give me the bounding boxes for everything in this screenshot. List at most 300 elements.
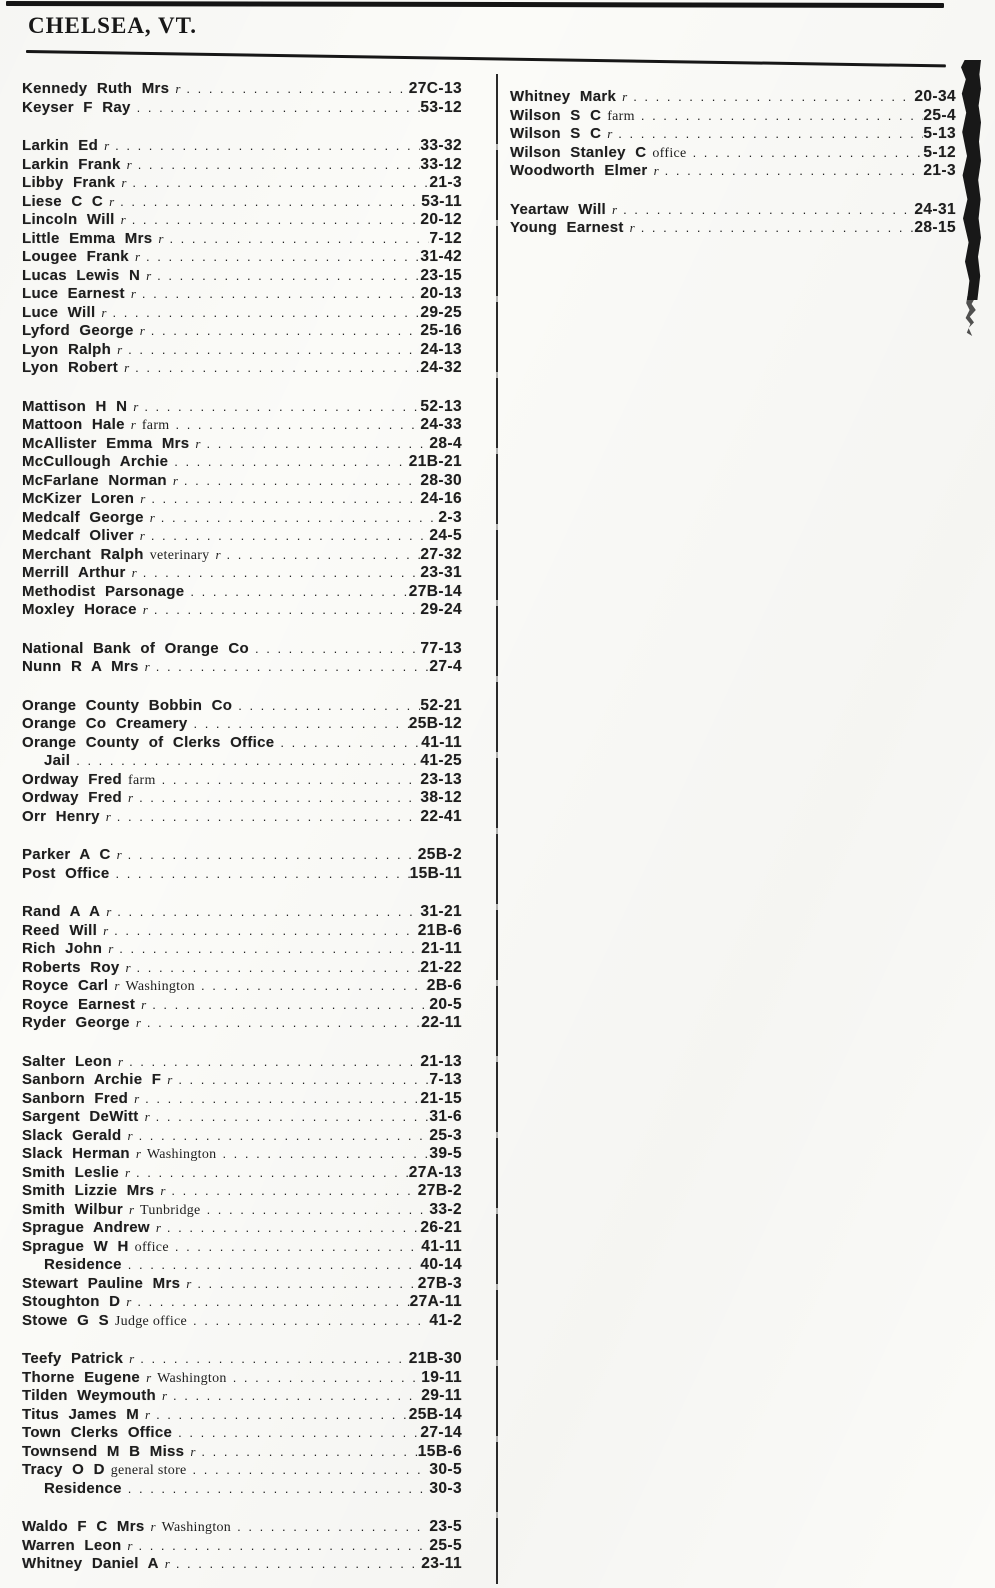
entry-number: 20-13 <box>420 285 462 302</box>
entry-name: Lyon Ralph <box>22 340 112 358</box>
entry-residence-marker: r <box>190 1443 196 1459</box>
directory-section <box>22 1518 462 1574</box>
entry-residence-marker: r <box>607 126 613 141</box>
entry-number: 30-3 <box>429 1479 462 1497</box>
dotted-leader <box>150 1406 409 1425</box>
directory-entry <box>22 211 462 230</box>
entry-number: 25-3 <box>429 1126 462 1144</box>
entry-number: 41-25 <box>420 752 462 769</box>
directory-entry <box>22 752 462 771</box>
entry-number: 21-22 <box>420 958 462 976</box>
entry-residence-marker: r <box>144 659 150 674</box>
dotted-leader <box>627 88 914 107</box>
entry-residence-marker: r <box>130 286 136 301</box>
dotted-leader <box>129 359 420 378</box>
directory-entry <box>22 1071 462 1090</box>
entry-number: 52-13 <box>420 397 462 415</box>
entry-number: 24-16 <box>420 490 462 507</box>
dotted-leader <box>106 304 420 323</box>
dotted-leader <box>109 865 409 884</box>
dotted-leader <box>216 1145 429 1164</box>
entry-number: 21-13 <box>420 1052 462 1070</box>
entry-name: Orange Co Creamery <box>22 715 188 732</box>
dotted-leader <box>167 1387 421 1406</box>
entry-residence-marker: r <box>133 398 139 414</box>
dotted-leader <box>187 1461 430 1480</box>
entry-number: 33-32 <box>420 137 462 154</box>
entry-residence-marker: r <box>195 435 201 451</box>
entry-name: Moxley Horace <box>22 601 137 618</box>
entry-residence-marker: r <box>145 1406 151 1422</box>
directory-entry <box>22 137 462 156</box>
entry-name: Roberts Roy <box>22 958 120 976</box>
title-rule <box>26 50 946 67</box>
directory-entry <box>22 156 462 175</box>
directory-entry <box>22 808 462 827</box>
entry-name: Town Clerks Office <box>22 1424 173 1441</box>
entry-residence-marker: r <box>125 959 131 975</box>
dotted-leader <box>201 1201 430 1220</box>
directory-entry <box>510 162 956 181</box>
directory-entry <box>22 658 462 677</box>
directory-entry <box>510 144 956 163</box>
entry-number: 21-3 <box>429 174 462 191</box>
entry-name: Woodworth Elmer <box>510 162 648 179</box>
entry-number: 27-14 <box>420 1424 462 1441</box>
entry-number: 25-4 <box>923 106 956 124</box>
entry-residence-marker: r <box>106 904 112 919</box>
dotted-leader <box>170 1555 421 1574</box>
entry-number: 23-15 <box>420 266 462 284</box>
entry-residence-marker: r <box>144 1109 150 1124</box>
directory-entry <box>22 1406 462 1425</box>
directory-section <box>22 697 462 827</box>
directory-entry <box>22 509 462 528</box>
entry-number: 27-32 <box>420 545 462 563</box>
directory-entry <box>22 1387 462 1406</box>
dotted-leader <box>109 137 420 156</box>
dotted-leader <box>195 977 427 996</box>
directory-entry <box>22 846 462 865</box>
entry-name: Whitney Mark <box>510 88 617 105</box>
directory-entry <box>22 193 462 212</box>
entry-note: Judge office <box>114 1313 188 1329</box>
entry-residence-marker: r <box>186 1275 192 1291</box>
directory-entry <box>22 922 462 941</box>
top-edge-line <box>6 1 944 8</box>
directory-entry <box>22 977 462 996</box>
entry-name: Ordway Fred <box>22 789 122 806</box>
entry-name: Lyon Robert <box>22 359 119 376</box>
entry-name: McAllister Emma Mrs <box>22 434 190 452</box>
entry-number: 30-5 <box>429 1461 462 1478</box>
entry-note: Tunbridge <box>140 1202 201 1218</box>
dotted-leader <box>172 1424 420 1443</box>
directory-entry <box>22 1090 462 1109</box>
dotted-leader <box>137 564 421 583</box>
dotted-leader <box>131 1293 409 1312</box>
entry-residence-marker: r <box>142 602 148 617</box>
entry-residence-marker: r <box>161 1388 168 1403</box>
dotted-leader <box>165 1182 417 1201</box>
entry-name: Rich John <box>22 940 103 957</box>
entry-residence-marker: r <box>120 212 126 227</box>
entry-residence-marker: r <box>215 546 221 562</box>
dotted-leader <box>156 771 421 790</box>
directory-entry <box>22 435 462 454</box>
entry-name: Post Office <box>22 864 110 882</box>
entry-residence-marker: r <box>121 175 127 190</box>
dotted-leader <box>111 903 420 922</box>
entry-name: Titus James M <box>22 1405 139 1423</box>
entry-residence-marker: r <box>129 1351 135 1366</box>
directory-entry <box>22 99 462 118</box>
directory-entry <box>22 1238 462 1257</box>
entry-number: 26-21 <box>420 1219 462 1236</box>
directory-entry <box>22 1219 462 1238</box>
scan-artifact-tail <box>965 296 977 336</box>
dotted-leader <box>111 808 421 827</box>
dotted-leader <box>151 267 420 286</box>
entry-name: Yeartaw Will <box>510 200 606 218</box>
entry-name: Methodist Parsonage <box>22 582 185 600</box>
entry-name: Smith Lizzie Mrs <box>22 1182 155 1199</box>
directory-section <box>22 846 462 883</box>
entry-name: Larkin Frank <box>22 155 121 173</box>
entry-number: 23-11 <box>421 1555 462 1572</box>
entry-name: Sargent DeWitt <box>22 1108 139 1125</box>
directory-entry <box>22 1275 462 1294</box>
entry-name: Tracy O D <box>22 1461 105 1478</box>
dotted-leader <box>184 583 408 602</box>
entry-number: 29-11 <box>421 1387 462 1404</box>
entry-residence-marker: r <box>124 360 130 375</box>
directory-entry <box>510 201 956 220</box>
entry-name: Royce Earnest <box>22 995 136 1013</box>
entry-number: 25B-12 <box>408 715 462 732</box>
entry-name: Sprague W H <box>22 1237 129 1255</box>
dotted-leader <box>131 99 421 118</box>
entry-residence-marker: r <box>116 847 122 862</box>
entry-residence-marker: r <box>140 491 146 506</box>
entry-residence-marker: r <box>109 193 115 209</box>
entry-name: Sanborn Fred <box>22 1089 129 1107</box>
entry-number: 53-11 <box>421 192 462 210</box>
entry-name: Smith Wilbur <box>22 1200 123 1218</box>
entry-number: 25B-14 <box>408 1405 462 1423</box>
right-column <box>510 88 956 238</box>
entry-residence-marker: r <box>135 1015 141 1030</box>
entry-number: 41-11 <box>421 1237 462 1255</box>
dotted-leader <box>612 125 923 144</box>
entry-number: 52-21 <box>420 696 462 714</box>
entry-residence-marker: r <box>108 941 114 956</box>
directory-section <box>22 903 462 1033</box>
dotted-leader <box>155 509 439 528</box>
entry-name: Mattoon Hale <box>22 416 125 433</box>
directory-entry <box>22 248 462 267</box>
directory-section <box>22 398 462 620</box>
entry-number: 15B-6 <box>417 1442 462 1460</box>
entry-residence-marker: r <box>622 89 628 104</box>
dotted-leader <box>187 1312 429 1331</box>
entry-name: Stowe G S <box>22 1311 109 1329</box>
entry-name: Royce Carl <box>22 977 109 994</box>
entry-number: 31-6 <box>429 1108 462 1125</box>
entry-note: office <box>134 1239 169 1255</box>
directory-section <box>22 1350 462 1498</box>
entry-name: Sprague Andrew <box>22 1219 150 1236</box>
directory-entry <box>22 341 462 360</box>
entry-residence-marker: r <box>105 808 111 824</box>
entry-note: veterinary <box>149 547 210 563</box>
directory-entry <box>22 903 462 922</box>
entry-residence-marker: r <box>146 267 152 283</box>
entry-name: Smith Leslie <box>22 1163 119 1181</box>
entry-note: Washington <box>125 979 195 994</box>
entry-name: Whitney Daniel A <box>22 1555 159 1572</box>
entry-residence-marker: r <box>117 341 123 357</box>
dotted-leader <box>180 80 408 99</box>
dotted-leader <box>148 601 421 620</box>
entry-number: 28-15 <box>914 219 956 236</box>
entry-number: 22-11 <box>421 1014 462 1031</box>
entry-note: general store <box>110 1463 187 1478</box>
dotted-leader <box>617 201 914 220</box>
entry-number: 39-5 <box>429 1145 462 1162</box>
entry-number: 20-34 <box>914 88 956 105</box>
entry-number: 2-3 <box>438 508 462 526</box>
directory-entry <box>22 1461 462 1480</box>
entry-residence-marker: r <box>164 1556 170 1571</box>
directory-entry <box>22 453 462 472</box>
entry-name: Ryder George <box>22 1014 130 1031</box>
directory-entry <box>22 1424 462 1443</box>
entry-name: Luce Earnest <box>22 285 125 302</box>
entry-name: Orange County of Clerks Office <box>22 733 275 751</box>
entry-residence-marker: r <box>134 249 141 264</box>
directory-entry <box>22 940 462 959</box>
entry-number: 27A-11 <box>409 1293 462 1310</box>
scan-artifact-band <box>961 60 981 300</box>
entry-number: 24-33 <box>420 416 462 433</box>
entry-number: 41-2 <box>429 1311 462 1329</box>
directory-entry <box>510 88 956 107</box>
directory-entry <box>22 1145 462 1164</box>
entry-residence-marker: r <box>130 417 136 432</box>
dotted-leader <box>635 107 924 126</box>
entry-number: 25-16 <box>420 322 462 339</box>
entry-number: 28-30 <box>420 471 462 489</box>
entry-name: Warren Leon <box>22 1536 122 1554</box>
entry-name: Lougee Frank <box>22 248 129 265</box>
entry-number: 33-2 <box>429 1200 462 1218</box>
directory-entry <box>22 1053 462 1072</box>
entry-name: Slack Herman <box>22 1145 130 1162</box>
entry-number: 21B-30 <box>408 1350 462 1367</box>
directory-entry <box>22 1480 462 1499</box>
entry-number: 53-12 <box>420 98 462 116</box>
entry-name: Tilden Weymouth <box>22 1387 156 1404</box>
dotted-leader <box>140 248 420 267</box>
entry-name: Lucas Lewis N <box>22 266 141 284</box>
dotted-leader <box>145 490 420 509</box>
entry-number: 20-12 <box>420 211 462 228</box>
entry-number: 7-13 <box>429 1071 462 1088</box>
entry-residence-marker: r <box>149 509 155 525</box>
entry-number: 27B-14 <box>408 582 462 600</box>
directory-entry <box>22 267 462 286</box>
dotted-leader <box>146 996 429 1015</box>
dotted-leader <box>138 398 420 417</box>
entry-name: Nunn R A Mrs <box>22 658 139 675</box>
entry-name: Libby Frank <box>22 174 116 191</box>
dotted-leader <box>150 658 430 677</box>
directory-entry <box>22 697 462 716</box>
entry-residence-marker: r <box>653 163 659 178</box>
dotted-leader <box>123 1053 420 1072</box>
directory-entry <box>22 1182 462 1201</box>
directory-entry <box>22 1164 462 1183</box>
dotted-leader <box>126 174 429 193</box>
entry-note: Washington <box>146 1147 217 1162</box>
entry-name: Larkin Ed <box>22 137 99 154</box>
entry-residence-marker: r <box>124 1164 131 1180</box>
directory-entry <box>22 304 462 323</box>
entry-name: Stewart Pauline Mrs <box>22 1274 181 1292</box>
dotted-leader <box>132 156 421 175</box>
entry-number: 27-4 <box>429 658 462 675</box>
entry-name: National Bank of Orange Co <box>22 639 249 657</box>
entry-note: Washington <box>161 1520 232 1535</box>
dotted-leader <box>131 959 421 978</box>
dotted-leader <box>132 1537 429 1556</box>
dotted-leader <box>136 285 420 304</box>
entry-residence-marker: r <box>612 201 618 217</box>
dotted-leader <box>161 1219 420 1238</box>
directory-entry <box>22 80 462 99</box>
dotted-leader <box>187 715 408 734</box>
entry-number: 29-24 <box>420 601 462 618</box>
entry-residence-marker: r <box>139 528 145 543</box>
directory-entry <box>22 1201 462 1220</box>
entry-name: Liese C C <box>22 192 104 210</box>
directory-section <box>22 137 462 378</box>
dotted-leader <box>122 1480 430 1499</box>
entry-name: Townsend M B Miss <box>22 1442 185 1460</box>
entry-number: 40-14 <box>420 1256 462 1273</box>
dotted-leader <box>113 940 421 959</box>
entry-number: 21-11 <box>421 940 462 957</box>
directory-entry <box>22 1537 462 1556</box>
entry-residence-marker: r <box>175 81 181 96</box>
dotted-leader <box>195 1443 417 1462</box>
entry-number: 20-5 <box>429 995 462 1013</box>
directory-entry <box>22 1108 462 1127</box>
entry-residence-marker: r <box>134 1090 140 1106</box>
dotted-leader <box>141 1014 421 1033</box>
directory-entry <box>22 1256 462 1275</box>
entry-note: farm <box>607 108 635 124</box>
entry-number: 15B-11 <box>409 864 462 882</box>
left-column <box>22 80 462 1574</box>
dotted-leader <box>172 1071 429 1090</box>
entry-residence-marker: r <box>128 790 134 805</box>
entry-number: 27B-2 <box>417 1182 462 1199</box>
entry-residence-marker: r <box>139 323 145 338</box>
entry-name: Thorne Eugene <box>22 1368 141 1386</box>
entry-number: 24-13 <box>420 340 462 358</box>
entry-number: 25B-2 <box>417 846 462 863</box>
directory-entry <box>22 1293 462 1312</box>
entry-note: office <box>652 145 687 161</box>
dotted-leader <box>130 1164 409 1183</box>
directory-entry <box>22 1350 462 1369</box>
directory-entry <box>22 583 462 602</box>
directory-entry <box>22 996 462 1015</box>
entry-name: Stoughton D <box>22 1293 121 1310</box>
entry-residence-marker: r <box>135 1146 141 1161</box>
entry-name: Reed Will <box>22 921 98 939</box>
directory-entry <box>22 771 462 790</box>
dotted-leader <box>231 1518 429 1537</box>
directory-entry <box>22 1014 462 1033</box>
entry-name: Kennedy Ruth Mrs <box>22 80 170 97</box>
entry-residence-marker: r <box>104 138 110 153</box>
directory-entry <box>22 1518 462 1537</box>
entry-note: Washington <box>157 1370 227 1386</box>
dotted-leader <box>249 640 420 659</box>
dotted-leader <box>139 1090 420 1109</box>
directory-entry <box>22 1312 462 1331</box>
dotted-leader <box>178 472 420 491</box>
dotted-leader <box>200 435 429 454</box>
dotted-leader <box>659 162 924 181</box>
dotted-leader <box>169 1238 421 1257</box>
directory-entry <box>22 640 462 659</box>
dotted-leader <box>191 1275 417 1294</box>
entry-number: 21B-6 <box>417 921 462 939</box>
entry-name: Residence <box>44 1479 122 1497</box>
dotted-leader <box>122 341 420 360</box>
dotted-leader <box>108 922 418 941</box>
entry-note: farm <box>128 772 156 788</box>
entry-number: 21-15 <box>420 1089 462 1107</box>
entry-residence-marker: r <box>141 996 147 1012</box>
entry-residence-marker: r <box>118 1053 124 1069</box>
entry-name: Lincoln Will <box>22 211 115 228</box>
entry-residence-marker: r <box>126 156 132 172</box>
entry-note: farm <box>141 418 170 433</box>
entry-name: Residence <box>44 1256 122 1273</box>
entry-residence-marker: r <box>126 1294 132 1309</box>
directory-entry <box>22 285 462 304</box>
entry-number: 27B-3 <box>417 1274 462 1292</box>
entry-name: Merchant Ralph <box>22 545 144 563</box>
entry-number: 5-12 <box>923 143 956 161</box>
dotted-leader <box>227 1369 422 1388</box>
entry-name: Waldo F C Mrs <box>22 1518 145 1535</box>
entry-residence-marker: r <box>158 230 164 246</box>
directory-entry <box>22 359 462 378</box>
directory-entry <box>22 789 462 808</box>
entry-name: Medcalf Oliver <box>22 527 134 544</box>
entry-number: 21B-21 <box>408 453 462 470</box>
entry-number: 29-25 <box>420 303 462 321</box>
directory-section <box>22 640 462 677</box>
directory-entry <box>22 564 462 583</box>
entry-name: Parker A C <box>22 846 111 863</box>
